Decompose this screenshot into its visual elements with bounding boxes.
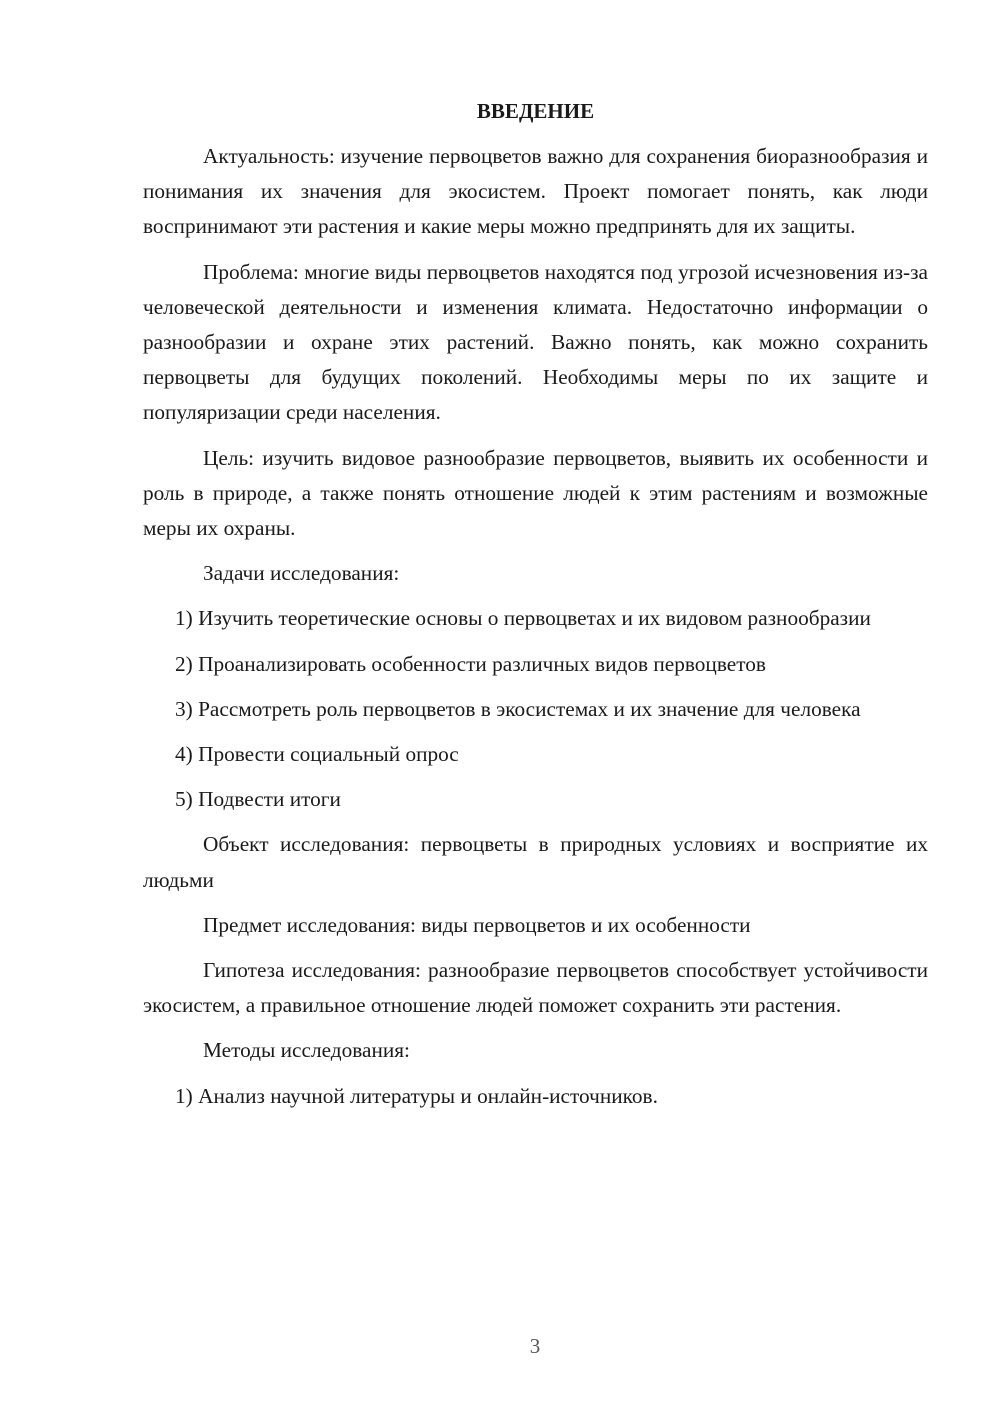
problem-paragraph: Проблема: многие виды первоцветов находятся под угрозой исчезновения из-за человеческой деятельности и изменения климата. Недостаточно информации о разнообразии и охране этих растений. Важно понять, как можно сохранить первоцветы для будущих поколений. Необходимы меры по их защите и популяризации среди населения. bbox=[143, 259, 928, 425]
task-item: 4) Провести социальный опрос bbox=[175, 742, 459, 767]
page-number: 3 bbox=[529, 1334, 541, 1358]
section-heading: ВВЕДЕНИЕ bbox=[476, 99, 595, 123]
subject-paragraph: Предмет исследования: виды первоцветов и их особенности bbox=[203, 912, 751, 937]
tasks-title: Задачи исследования: bbox=[203, 561, 400, 586]
method-item: 1) Анализ научной литературы и онлайн-источников. bbox=[175, 1083, 658, 1108]
hypothesis-paragraph: Гипотеза исследования: разнообразие первоцветов способствует устойчивости экосистем, а правильное отношение людей поможет сохранить эти растения. bbox=[143, 958, 928, 1018]
relevance-paragraph: Актуальность: изучение первоцветов важно для сохранения биоразнообразия и понимания их значения для экосистем. Проект помогает понять, как люди воспринимают эти растения и какие меры можно предпринять для их защиты. bbox=[143, 144, 928, 239]
task-item: 1) Изучить теоретические основы о первоцветах и их видовом разнообразии bbox=[175, 606, 871, 631]
document-page bbox=[143, 94, 928, 1124]
task-item: 5) Подвести итоги bbox=[175, 787, 341, 812]
task-item: 2) Проанализировать особенности различных видов первоцветов bbox=[175, 651, 766, 676]
methods-title: Методы исследования: bbox=[203, 1038, 410, 1063]
task-item: 3) Рассмотреть роль первоцветов в экосистемах и их значение для человека bbox=[175, 696, 861, 721]
object-paragraph: Объект исследования: первоцветы в природных условиях и восприятие их людьми bbox=[143, 832, 928, 892]
goal-paragraph: Цель: изучить видовое разнообразие первоцветов, выявить их особенности и роль в природе, а также понять отношение людей к этим растениям и возможные меры их охраны. bbox=[143, 445, 928, 541]
